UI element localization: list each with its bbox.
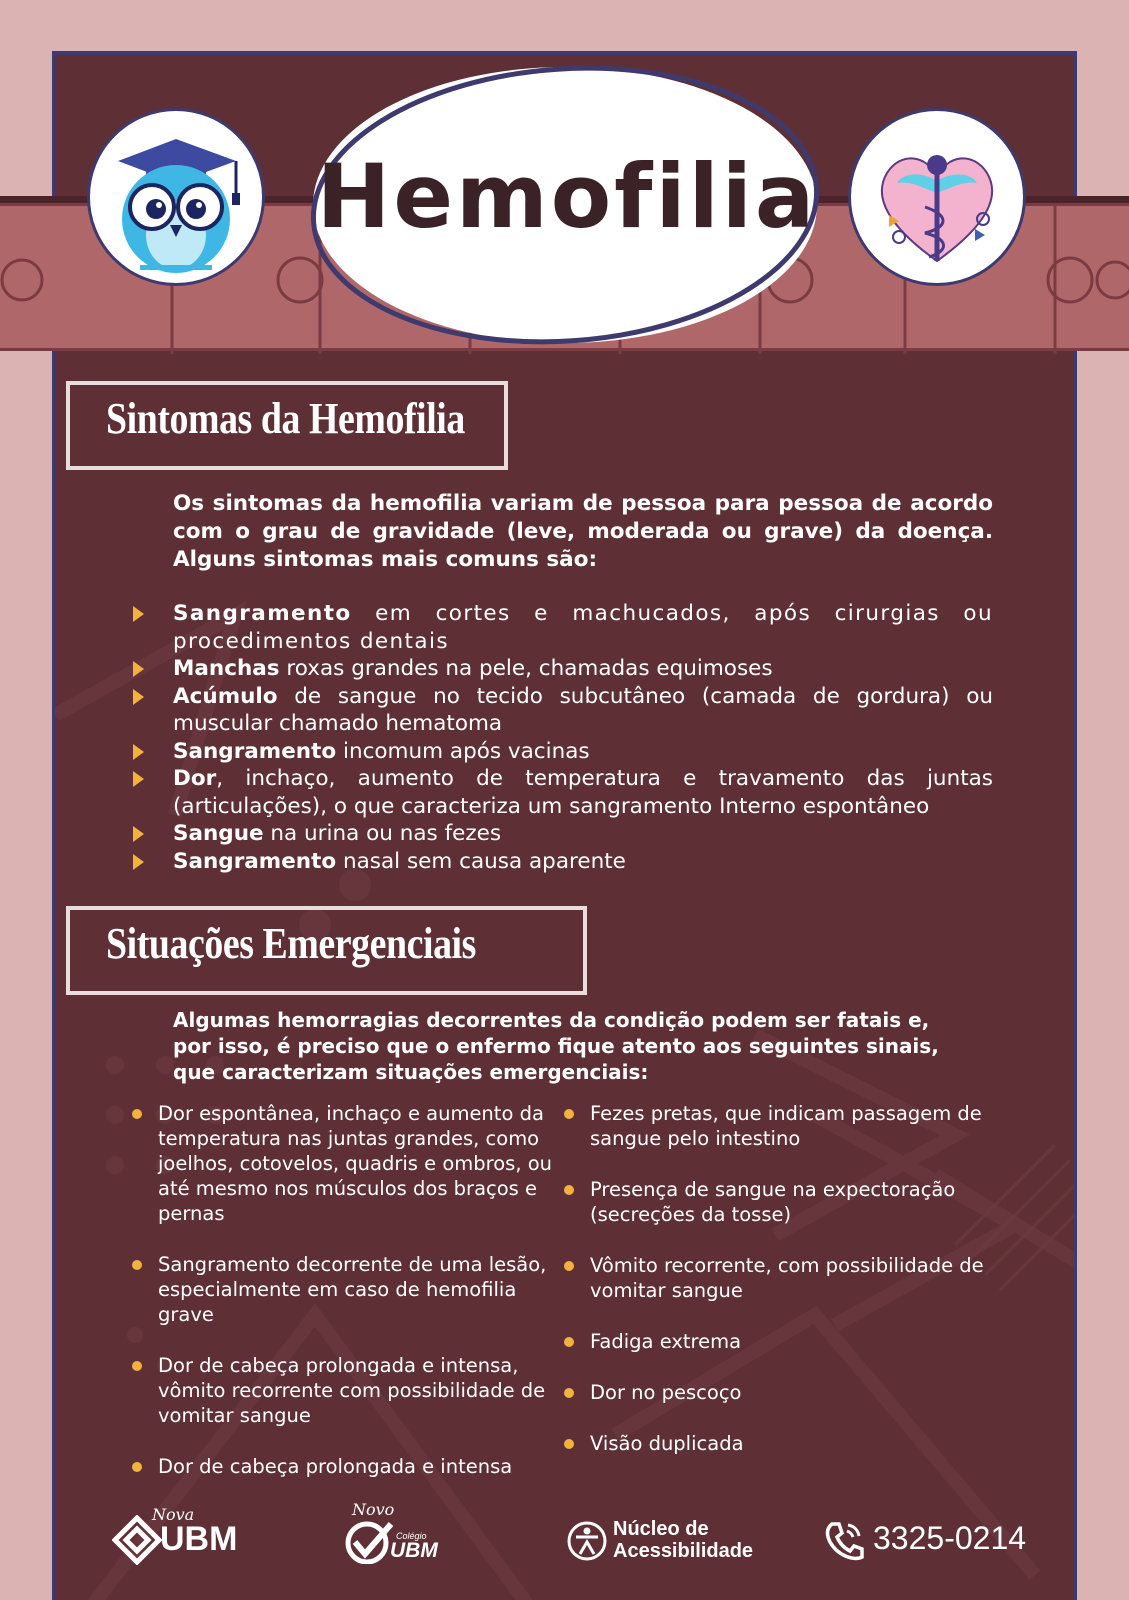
list-item: Acúmulo de sangue no tecido subcutâneo (camada de gordura) ou muscular chamado hematoma <box>125 683 993 738</box>
emergency-heading-box <box>66 906 587 995</box>
symptoms-intro: Os sintomas da hemofilia variam de pessoa para pessoa de acordo com o grau de gravidade (leve, moderada ou grave) da doença. Alguns sintomas mais comuns são: <box>173 491 993 572</box>
list-item: Dor no pescoço <box>564 1380 1019 1405</box>
caduceus-heart-logo-icon <box>851 111 1023 283</box>
dot-bullet-icon <box>564 1439 574 1449</box>
dot-bullet-icon <box>564 1388 574 1398</box>
emergency-list-right <box>564 1101 1019 1456</box>
list-item: Presença de sangue na expectoração (secreções da tosse) <box>564 1177 1019 1227</box>
dot-bullet-icon <box>564 1337 574 1347</box>
phone-icon <box>824 1520 864 1562</box>
triangle-bullet-icon <box>133 689 144 705</box>
symptoms-heading: Sintomas da Hemofilia <box>106 394 465 443</box>
caduceus-logo <box>848 108 1026 286</box>
page-title: Hemofilia <box>316 145 818 248</box>
list-item: Fadiga extrema <box>564 1329 1019 1354</box>
emergency-list-left <box>132 1101 552 1479</box>
dot-bullet-icon <box>564 1109 574 1119</box>
list-item: Manchas roxas grandes na pele, chamadas equimoses <box>125 655 993 683</box>
list-item: Sangramento nasal sem causa aparente <box>125 848 993 876</box>
owl-logo-icon <box>90 111 262 283</box>
dot-bullet-icon <box>132 1109 142 1119</box>
nucleo-line2: Acessibilidade <box>613 1540 754 1562</box>
list-item: Sangramento decorrente de uma lesão, especialmente em caso de hemofilia grave <box>132 1252 552 1327</box>
list-item: Sangramento incomum após vacinas <box>125 738 993 766</box>
phone-number: 3325-0214 <box>873 1520 1027 1556</box>
triangle-bullet-icon <box>133 744 144 760</box>
accessibility-icon <box>566 1520 608 1562</box>
list-item: Dor espontânea, inchaço e aumento da temperatura nas juntas grandes, como joelhos, cotovelos, quadris e ombros, ou até mesmo nos músculos dos braços e pernas <box>132 1101 552 1226</box>
colegio-tag-text: Colégio <box>396 1531 427 1541</box>
dot-bullet-icon <box>564 1261 574 1271</box>
triangle-bullet-icon <box>133 771 144 787</box>
list-item: Dor de cabeça prolongada e intensa <box>132 1454 552 1479</box>
dot-bullet-icon <box>132 1361 142 1371</box>
emergency-heading: Situações Emergenciais <box>106 919 476 968</box>
triangle-bullet-icon <box>133 826 144 842</box>
colegio-small-text: Novo <box>352 1500 395 1519</box>
owl-logo <box>87 108 265 286</box>
dot-bullet-icon <box>132 1260 142 1270</box>
triangle-bullet-icon <box>133 661 144 677</box>
colegio-big-text: UBM <box>390 1539 438 1562</box>
dot-bullet-icon <box>564 1185 574 1195</box>
dot-bullet-icon <box>132 1462 142 1472</box>
list-item: Fezes pretas, que indicam passagem de sangue pelo intestino <box>564 1101 1019 1151</box>
nucleo-line1: Núcleo de <box>613 1518 709 1540</box>
list-item: Sangue na urina ou nas fezes <box>125 820 993 848</box>
symptoms-heading-box <box>66 381 508 470</box>
emergency-intro: Algumas hemorragias decorrentes da condição podem ser fatais e, por isso, é preciso que o enfermo fique atento aos seguintes sinais, que caracterizam situações emergenciais: <box>173 1008 939 1084</box>
title-oval <box>307 63 827 350</box>
ubm-small-text: Nova <box>152 1505 195 1524</box>
list-item: Visão duplicada <box>564 1431 1019 1456</box>
symptoms-list <box>125 600 993 875</box>
triangle-bullet-icon <box>133 854 144 870</box>
colegio-ubm-logo-icon <box>345 1518 395 1564</box>
list-item: Sangramento em cortes e machucados, após cirurgias ou procedimentos dentais <box>125 600 993 655</box>
list-item: Dor de cabeça prolongada e intensa, vômito recorrente com possibilidade de vomitar sangue <box>132 1353 552 1428</box>
ubm-big-text: UBM <box>160 1520 238 1558</box>
list-item: Vômito recorrente, com possibilidade de vomitar sangue <box>564 1253 1019 1303</box>
list-item: Dor, inchaço, aumento de temperatura e travamento das juntas (articulações), o que caracteriza um sangramento Interno espontâneo <box>125 765 993 820</box>
triangle-bullet-icon <box>133 606 144 622</box>
